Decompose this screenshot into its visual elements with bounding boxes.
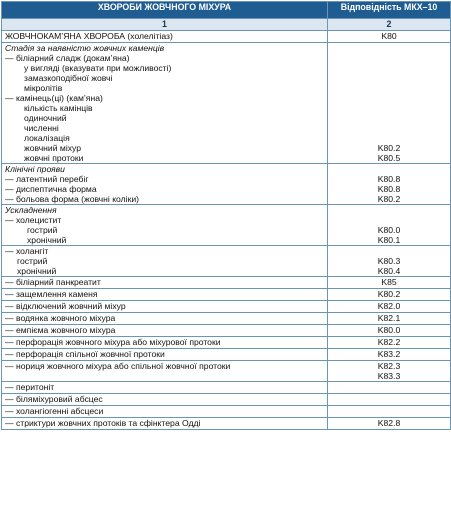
disease-line: мікролітів (24, 83, 63, 93)
icd-code-cell (328, 164, 451, 205)
icd-code (331, 205, 447, 215)
disease-line: — біляміхуровий абсцес (5, 394, 103, 404)
icd-code-cell (328, 394, 451, 406)
table-row (2, 277, 451, 289)
icd-code: K80.1 (377, 235, 401, 245)
icd-code (331, 93, 447, 103)
icd-code: K80 (381, 31, 397, 41)
disease-line: у вигляді (вказувати при можливості) (24, 63, 172, 73)
icd-code (331, 133, 447, 143)
icd-code-cell (328, 361, 451, 382)
icd-code-cell (328, 325, 451, 337)
disease-cell (2, 164, 328, 205)
disease-cell (2, 382, 328, 394)
icd-code (331, 83, 447, 93)
disease-cell (2, 349, 328, 361)
section-heading: Ускладнення (5, 205, 57, 215)
disease-cell (2, 313, 328, 325)
disease-line: — камінець(ці) (кам’яна) (5, 93, 103, 103)
icd-code-cell (328, 31, 451, 43)
disease-cell (2, 31, 328, 43)
disease-cell (2, 205, 328, 246)
disease-cell (2, 361, 328, 382)
disease-cell (2, 289, 328, 301)
table-row (2, 31, 451, 43)
table-row (2, 361, 451, 382)
disease-cell (2, 406, 328, 418)
icd-code (331, 164, 447, 174)
icd-code: K85 (381, 277, 397, 287)
disease-line: хронічний (27, 235, 67, 245)
icd-code-cell (328, 43, 451, 164)
icd-code (331, 103, 447, 113)
icd-code (331, 43, 447, 53)
disease-line: жовчні протоки (24, 153, 84, 163)
disease-line: — холецистит (5, 215, 62, 225)
icd-code (331, 394, 447, 404)
disease-line: жовчний міхур (24, 143, 82, 153)
disease-line: — нориця жовчного міхура або спільної жовчної протоки (5, 361, 231, 371)
table-row (2, 337, 451, 349)
icd-code: K82.8 (377, 418, 401, 428)
disease-line: — біліарний сладж (докам’яна) (5, 53, 130, 63)
disease-line: — емпієма жовчного міхура (5, 325, 116, 335)
disease-cell (2, 43, 328, 164)
icd-code-cell (328, 418, 451, 430)
table-header-row (2, 2, 451, 19)
disease-line: кількість камінців (24, 103, 93, 113)
disease-cell (2, 325, 328, 337)
icd-code (331, 215, 447, 225)
table-row (2, 349, 451, 361)
icd-code (331, 73, 447, 83)
disease-line: — холангіт (5, 246, 49, 256)
table-row (2, 164, 451, 205)
table-row (2, 205, 451, 246)
table-row (2, 301, 451, 313)
icd-code: K80.3 (377, 256, 401, 266)
disease-line: локалізація (24, 133, 70, 143)
icd-code (331, 63, 447, 73)
icd-code: K80.0 (377, 225, 401, 235)
icd-code (331, 113, 447, 123)
icd-code: K80.2 (377, 194, 401, 204)
header-diseases: ХВОРОБИ ЖОВЧНОГО МІХУРА (2, 2, 328, 19)
icd-code: K80.2 (377, 143, 401, 153)
disease-cell (2, 246, 328, 277)
icd-code-cell (328, 313, 451, 325)
column-number-row (2, 19, 451, 31)
icd-code-cell (328, 301, 451, 313)
disease-line: замазкоподібної жовчі (24, 73, 113, 83)
table-row (2, 418, 451, 430)
disease-line: — холангіогенні абсцеси (5, 406, 104, 416)
disease-line: — перфорація спільної жовчної протоки (5, 349, 165, 359)
disease-cell (2, 394, 328, 406)
section-heading: Стадія за наявністю жовчних каменців (5, 43, 165, 53)
icd-code (331, 382, 447, 392)
disease-line: — водянка жовчного міхура (5, 313, 116, 323)
icd-code (331, 53, 447, 63)
icd-code (331, 406, 447, 416)
disease-line: гострий (27, 225, 58, 235)
icd-code-cell (328, 277, 451, 289)
icd-code-cell (328, 205, 451, 246)
disease-line: — перитоніт (5, 382, 55, 392)
disease-line: — перфорація жовчного міхура або міхурової протоки (5, 337, 221, 347)
table-row (2, 394, 451, 406)
table-row (2, 313, 451, 325)
icd-table (1, 1, 451, 430)
table-row (2, 325, 451, 337)
disease-line: численні (24, 123, 59, 133)
disease-line: — відключений жовчний міхур (5, 301, 126, 311)
disease-line: ЖОВЧНОКАМ’ЯНА ХВОРОБА (холелітіаз) (5, 31, 173, 41)
icd-code: K80.8 (377, 174, 401, 184)
icd-code-cell (328, 337, 451, 349)
table-row (2, 43, 451, 164)
icd-code: K82.0 (377, 301, 401, 311)
disease-line: одиночний (24, 113, 67, 123)
disease-line: — біліарний панкреатит (5, 277, 101, 287)
disease-cell (2, 301, 328, 313)
icd-code-cell (328, 246, 451, 277)
disease-line: — больова форма (жовчні коліки) (5, 194, 139, 204)
icd-code: K80.4 (377, 266, 401, 276)
icd-code: K82.1 (377, 313, 401, 323)
disease-line: — защемлення каменя (5, 289, 98, 299)
table-row (2, 382, 451, 394)
icd-code: K82.3 (377, 361, 401, 371)
icd-code: K80.8 (377, 184, 401, 194)
disease-line: гострий (17, 256, 48, 266)
icd-code: K82.2 (377, 337, 401, 347)
disease-line: — латентний перебіг (5, 174, 89, 184)
icd-code-cell (328, 349, 451, 361)
disease-cell (2, 277, 328, 289)
header-icd10: Відповідність МКХ–10 (328, 2, 451, 19)
icd-code: K80.0 (377, 325, 401, 335)
icd-code: K83.2 (377, 349, 401, 359)
section-heading: Клінічні прояви (5, 164, 65, 174)
disease-line: хронічний (17, 266, 57, 276)
column-number-2: 2 (328, 19, 451, 31)
disease-cell (2, 418, 328, 430)
disease-line: — стриктури жовчних протоків та сфінктера Одді (5, 418, 201, 428)
icd-code: K83.3 (377, 371, 401, 381)
icd-code-cell (328, 406, 451, 418)
icd-code-cell (328, 382, 451, 394)
icd-code (331, 123, 447, 133)
table-row (2, 246, 451, 277)
disease-line: — диспептична форма (5, 184, 97, 194)
column-number-1: 1 (2, 19, 328, 31)
icd-code-cell (328, 289, 451, 301)
icd-code: K80.5 (377, 153, 401, 163)
table-row (2, 289, 451, 301)
icd-code: K80.2 (377, 289, 401, 299)
icd-code (331, 246, 447, 256)
table-row (2, 406, 451, 418)
disease-cell (2, 337, 328, 349)
table-body (2, 31, 451, 430)
